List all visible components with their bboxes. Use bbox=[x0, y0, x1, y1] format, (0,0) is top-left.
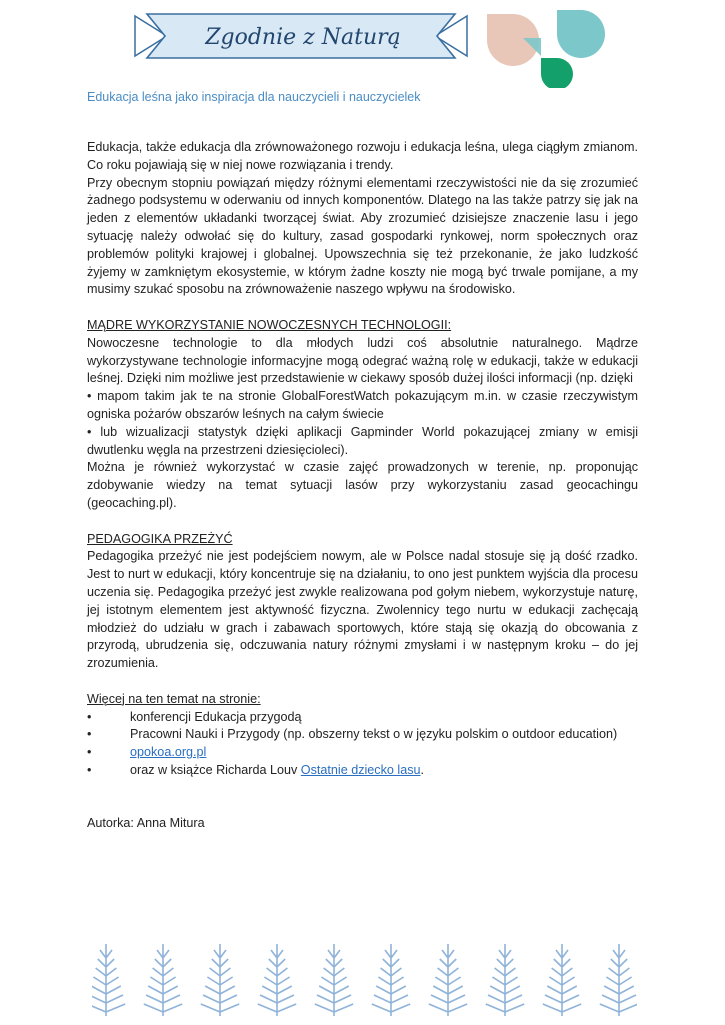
tree-icon bbox=[543, 944, 581, 1016]
intro-paragraph-2: Przy obecnym stopniu powiązań między różnymi elementami rzeczywistości nie da się zrozumieć żadnego podsystemu w oderwaniu od innych komponentów. Dlatego na las także patrzy się jak na jeden z elementów układanki tworzącej świat. Aby zrozumieć dzisiejsze znaczenie lasu i jego sytuację należy odwołać się do kultury, zasad gospodarki rynkowej, norm społecznych oraz problemów polityki krajowej i globalnej. Upowszechnia się też przekonanie, że jako ludzkość żyjemy w zamkniętym ekosystemie, w którym żadne koszty nie mogą być trwale pomijane, a my musimy szukać sposobu na zrównoważenie naszego wpływu na środowisko. bbox=[87, 175, 638, 297]
tree-icon bbox=[201, 944, 239, 1016]
tree-icon bbox=[429, 944, 467, 1016]
more-info-heading: Więcej na ten temat na stronie: bbox=[87, 691, 261, 706]
tree-icon bbox=[144, 944, 182, 1016]
logo-text: Zgodnie z Naturą bbox=[205, 25, 401, 50]
tree-icon bbox=[372, 944, 410, 1016]
tech-heading: MĄDRE WYKORZYSTANIE NOWOCZESNYCH TECHNOLOGII: bbox=[87, 317, 452, 332]
tech-paragraph-2: Można je również wykorzystać w czasie zajęć prowadzonych w terenie, np. proponując zdobywanie wiedzy na temat sytuacji lasów przy wykorzystaniu zasad geocachingu (geocaching.pl). bbox=[87, 460, 638, 510]
book-link[interactable]: Ostatnie dziecko lasu bbox=[300, 762, 421, 777]
list-item: • oraz w książce Richarda Louv Ostatnie dziecko lasu. bbox=[87, 762, 424, 777]
pedagogy-paragraph: Pedagogika przeżyć nie jest podejściem nowym, ale w Polsce nadal stosuje się ją dość rzadko. Jest to nurt w edukacji, który koncentruje się na działaniu, to ono jest punktem wyjścia dla procesu uczenia się. Pedagogika przeżyć jest zwykle realizowana pod gołym niebem, wykorzystuje naturę, jej istotnym elementem jest aktywność fizyczna. Zwolennicy tego nurtu w edukacji zachęcają młodzież do udziału w grach i zabawach sportowych, które stają się okazją do obcowania z przyrodą, ubrudzenia się, odczuwania natury różnymi zmysłami i w następnym kroku – do jej zrozumienia. bbox=[87, 549, 638, 671]
tree-icon bbox=[92, 944, 125, 1016]
tech-bullet-1: • mapom takim jak te na stronie GlobalForestWatch pokazującym m.in. w czasie rzeczywistym ogniska pożarów obszarów leśnych na całym świecie bbox=[87, 389, 638, 421]
tech-bullet-2: • lub wizualizacji statystyk dzięki aplikacji Gapminder World pokazującej zmiany w emisji dwutlenku węgla na przestrzeni dziesięcioleci). bbox=[87, 424, 638, 457]
logo-banner bbox=[133, 12, 469, 65]
tree-border-decoration bbox=[92, 940, 637, 1025]
document-subtitle: Edukacja leśna jako inspiracja dla nauczycieli i nauczycielek bbox=[87, 90, 421, 104]
tech-paragraph-1: Nowoczesne technologie to dla młodych ludzi coś absolutnie naturalnego. Mądrze wykorzystywane technologie informacyjne mogą odegrać ważną rolę w edukacji, także w edukacji leśnej. Dzięki nim możliwe jest przedstawienie w ciekawy sposób dużej ilości informacji (np. dzięki bbox=[87, 335, 638, 386]
list-item: • konferencji Edukacja przygodą bbox=[87, 709, 302, 724]
tree-icon bbox=[486, 944, 524, 1016]
opokoa-link[interactable]: opokoa.org.pl bbox=[130, 745, 207, 760]
intro-paragraph-1: Edukacja, także edukacja dla zrównoważonego rozwoju i edukacja leśna, ulega ciągłym zmianom. Co roku pojawiają się w niej nowe rozwiązania i trendy. bbox=[87, 140, 638, 172]
tree-icon bbox=[315, 944, 353, 1016]
article-body bbox=[87, 139, 638, 833]
decorative-leaf-icons bbox=[485, 8, 605, 93]
pedagogy-heading: PEDAGOGIKA PRZEŻYĆ bbox=[87, 531, 233, 546]
list-item: • Pracowni Nauki i Przygody (np. obszerny tekst o w języku polskim o outdoor education) bbox=[87, 727, 618, 742]
tree-icon bbox=[258, 944, 296, 1016]
list-item: • opokoa.org.pl bbox=[87, 745, 207, 760]
author-line: Autorka: Anna Mitura bbox=[87, 816, 205, 831]
tree-icon bbox=[600, 944, 637, 1016]
